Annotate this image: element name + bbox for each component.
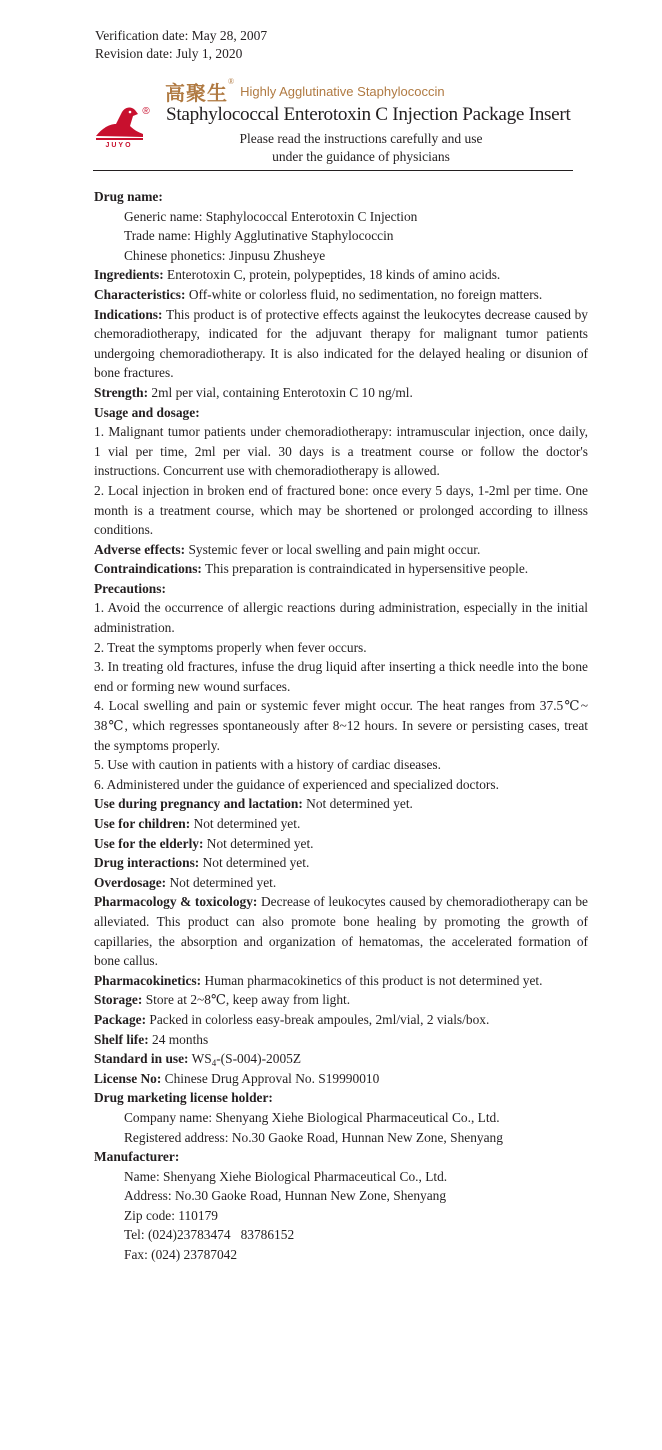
pharmacokinetics-label: Pharmacokinetics: [94,972,202,988]
subtitle-line-2: under the guidance of physicians [272,149,450,164]
interactions-section [94,853,588,873]
strength-text: 2ml per vial, containing Enterotoxin C 10 ng/ml. [148,384,413,400]
holder-heading [94,1088,588,1108]
precautions-label: Precautions: [94,580,166,596]
manufacturer-tel: Tel: (024)23783474 83786152 [124,1227,295,1243]
manufacturer-name: Name: Shenyang Xiehe Biological Pharmaceutical Co., Ltd. [124,1168,448,1184]
brand-english-name: Highly Agglutinative Staphylococcin [240,84,445,99]
elderly-text: Not determined yet. [203,835,314,851]
overdosage-text: Not determined yet. [166,874,277,890]
drug-name-heading [94,187,588,207]
manufacturer-label: Manufacturer: [94,1149,180,1165]
subtitle [162,130,560,166]
generic-name: Generic name: Staphylococcal Enterotoxin C Injection [124,208,418,224]
overdosage-label: Overdosage: [94,874,167,890]
pharmacology-label: Pharmacology & toxicology: [94,894,258,910]
pregnancy-text: Not determined yet. [302,796,413,812]
manufacturer-zip: Zip code: 110179 [124,1207,218,1223]
standard-subscript: 4 [211,1058,217,1069]
pregnancy-label: Use during pregnancy and lactation: [94,796,303,812]
adverse-effects-label: Adverse effects: [94,541,186,557]
juyo-logo [94,104,152,148]
drug-name-label: Drug name: [94,189,163,204]
adverse-effects-section [94,540,588,560]
ingredients-section [94,265,588,285]
header-divider [93,170,573,171]
contraindications-label: Contraindications: [94,561,202,577]
chinese-phonetics: Chinese phonetics: Jinpusu Zhusheye [124,247,326,263]
precaution-2: 2. Treat the symptoms properly when fever occurs. [94,639,367,655]
pharmacology-text: Decrease of leukocytes caused by chemoradiotherapy can be alleviated. This product can also promote bone healing by promoting the growth of capillaries, the absorption and organization of hematomas, the accelerated formation of bone callus. [94,894,588,969]
pharmacokinetics-text: Human pharmacokinetics of this product is not determined yet. [201,972,543,988]
interactions-label: Drug interactions: [94,855,200,871]
indications-text: This product is of protective effects against the leukocytes decrease caused by chemoradiotherapy, indicated for the adjuvant therapy for malignant tumor patients undergoing chemoradiotherapy. It is also indicated for the delayed healing or disunion of bone fractures. [94,306,588,381]
logo-bird-shape [96,108,143,137]
characteristics-label: Characteristics: [94,286,186,302]
manufacturer-heading [94,1147,588,1167]
shelf-life-label: Shelf life: [94,1031,149,1047]
precaution-3: 3. In treating old fractures, infuse the drug liquid after inserting a thick needle into the bone end or forming new wound surfaces. [94,659,588,694]
shelf-life-section [94,1030,588,1050]
logo-eye [129,111,132,114]
brand-registered-mark: ® [228,77,235,86]
revision-date: Revision date: July 1, 2020 [95,46,243,61]
logo-text: JUYO [105,142,133,148]
strength-label: Strength: [94,384,149,400]
manufacturer-address: Address: No.30 Gaoke Road, Hunnan New Zone, Shenyang [124,1188,447,1204]
indications-label: Indications: [94,306,163,322]
date-block [95,27,267,63]
precaution-5: 5. Use with caution in patients with a history of cardiac diseases. [94,757,441,773]
elderly-section [94,834,588,854]
indications-section [94,305,588,383]
strength-section [94,383,588,403]
ingredients-text: Enterotoxin C, protein, polypeptides, 18 kinds of amino acids. [163,267,501,283]
storage-text: Store at 2~8℃, keep away from light. [142,992,351,1008]
usage-heading [94,403,588,423]
elderly-label: Use for the elderly: [94,835,204,851]
usage-label: Usage and dosage: [94,404,200,420]
license-label: License No: [94,1070,162,1086]
pharmacokinetics-section [94,971,588,991]
children-section [94,814,588,834]
manufacturer-fax: Fax: (024) 23787042 [124,1247,238,1263]
license-section [94,1069,588,1089]
storage-label: Storage: [94,992,143,1008]
document-title: Staphylococcal Enterotoxin C Injection Package Insert [166,104,571,125]
precautions-heading [94,579,588,599]
license-text: Chinese Drug Approval No. S19990010 [161,1070,380,1086]
package-section [94,1010,588,1030]
shelf-life-text: 24 months [148,1031,209,1047]
ingredients-label: Ingredients: [94,267,164,283]
interactions-text: Not determined yet. [199,855,310,871]
usage-item-1: 1. Malignant tumor patients under chemoradiotherapy: intramuscular injection, once daily, 1 vial per time, 2ml per vial. 30 days is a treatment course or follow the doctor's instructions. Concurrent use with chemoradiotherapy is allowed. [94,424,588,479]
characteristics-section [94,285,588,305]
pharmacology-section [94,892,588,970]
holder-company: Company name: Shenyang Xiehe Biological Pharmaceutical Co., Ltd. [124,1109,500,1125]
standard-label: Standard in use: [94,1051,189,1067]
storage-section [94,990,588,1010]
characteristics-text: Off-white or colorless fluid, no sedimentation, no foreign matters. [185,286,543,302]
precaution-6: 6. Administered under the guidance of experienced and specialized doctors. [94,776,499,792]
usage-item-2: 2. Local injection in broken end of fractured bone: once every 5 days, 1-2ml per time. One month is a treatment course, which may be shortened or prolonged according to illness conditions. [94,482,588,538]
logo-registered-mark: ® [142,106,150,117]
standard-prefix: WS [188,1051,212,1067]
insert-body [94,187,588,1265]
holder-address: Registered address: No.30 Gaoke Road, Hunnan New Zone, Shenyang [124,1129,503,1145]
subtitle-line-1: Please read the instructions carefully and use [239,131,483,146]
package-label: Package: [94,1011,147,1027]
logo-bar [96,138,143,140]
contraindications-section [94,559,588,579]
overdosage-section [94,873,588,893]
children-text: Not determined yet. [190,816,301,831]
brand-chinese-name: 高聚生 [165,81,228,105]
precaution-1: 1. Avoid the occurrence of allergic reactions during administration, especially in the initial administration. [94,600,588,636]
trade-name: Trade name: Highly Agglutinative Staphylococcin [124,228,394,244]
precaution-4: 4. Local swelling and pain or systemic fever might occur. The heat ranges from 37.5℃~ 38℃, which regresses spontaneously after 8~12 hours. In severe or persisting cases, treat the symptoms properly. [94,698,588,753]
standard-suffix: -(S-004)-2005Z [216,1051,302,1067]
verification-date: Verification date: May 28, 2007 [95,28,268,43]
package-text: Packed in colorless easy-break ampoules, 2ml/vial, 2 vials/box. [146,1011,490,1027]
adverse-effects-text: Systemic fever or local swelling and pain might occur. [185,541,481,557]
brand-line [165,77,445,105]
contraindications-text: This preparation is contraindicated in hypersensitive people. [201,561,529,577]
pregnancy-section [94,794,588,814]
holder-label: Drug marketing license holder: [94,1090,273,1106]
children-label: Use for children: [94,816,191,831]
standard-section [94,1049,588,1069]
